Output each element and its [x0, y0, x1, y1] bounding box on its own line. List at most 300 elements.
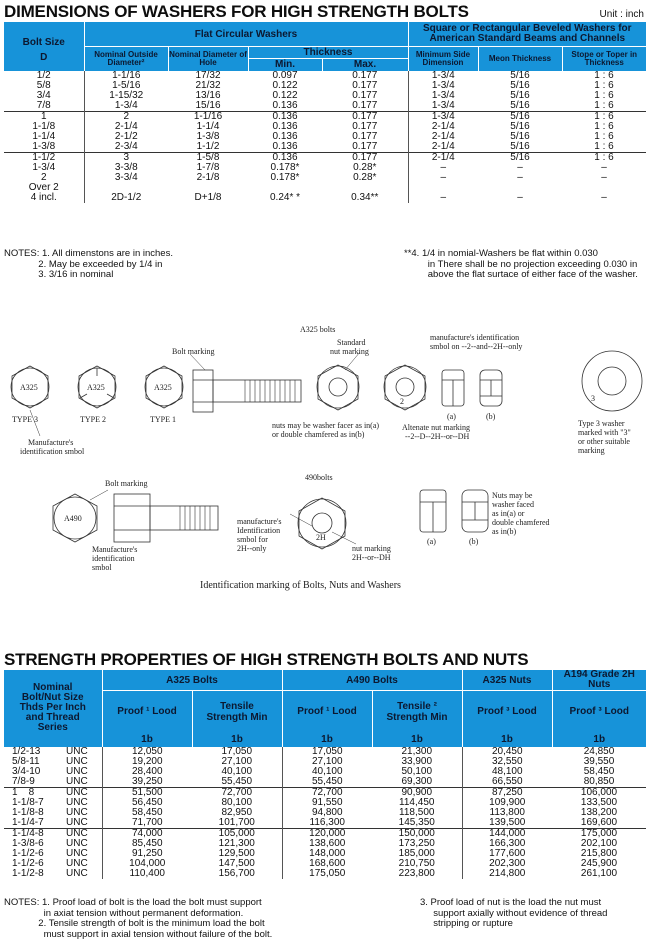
table-cell: 0.24* * — [269, 191, 301, 203]
unit-col-5: 1b — [462, 733, 552, 747]
table-row — [4, 81, 646, 91]
table-row — [4, 869, 646, 879]
table-cell: D+1/8 — [194, 191, 222, 203]
a490-nut-a-label: (a) — [427, 537, 436, 546]
table-cell: 113,800 — [462, 808, 552, 818]
table-cell: 1 : 6 — [594, 140, 614, 152]
nut-marking-label-2: 2H--or--DH — [352, 553, 391, 562]
table-row — [4, 818, 646, 829]
type3-washer-label-3: or other suitable — [578, 437, 630, 446]
a490-tensile-header: Tensile ² Strength Min — [372, 691, 462, 733]
table-cell: 1-3/8 — [196, 130, 220, 142]
table-cell: 1-1/2 — [4, 152, 84, 163]
table-cell: UNC — [66, 745, 88, 757]
table-cell: 72,700 — [192, 787, 282, 798]
table-cell: 5/8-11 — [12, 755, 40, 767]
table-row — [4, 747, 646, 757]
bolt-size-header: Bolt Size — [22, 37, 65, 48]
table-row — [4, 91, 646, 101]
table-cell: 0.122 — [272, 79, 298, 91]
table-cell: 3-3/8 — [84, 163, 168, 173]
a194-proof-header: Proof ³ Lood — [552, 691, 646, 733]
mean-thickness-header: Meon Thickness — [478, 47, 562, 71]
table-cell: UNC — [66, 857, 88, 869]
washers-title: DIMENSIONS OF WASHERS FOR HIGH STRENGTH BOLTS — [4, 2, 469, 21]
nominal-hole-header: Nominal Diameter of Hole — [168, 47, 248, 71]
a490-nut-b-label: (b) — [469, 537, 479, 546]
table-cell: 169,600 — [580, 816, 618, 828]
table-cell: 1 : 6 — [594, 99, 614, 111]
table-cell: 27,100 — [282, 757, 372, 767]
table-cell: 82,950 — [221, 806, 253, 818]
table-cell: 1-1/8-7 — [12, 796, 44, 808]
table-cell: 104,000 — [102, 859, 192, 869]
bolt-marking-label: Bolt marking — [172, 347, 215, 356]
table-cell: 0.177 — [352, 140, 378, 152]
table-cell: 1 : 6 — [594, 89, 614, 101]
table-cell: UNC — [66, 837, 88, 849]
strength-notes-left: NOTES: 1. Proof load of bolt is the load the bolt must support in axiat tension without permanent deformation. 2. Tensile strength of bolt is the minimum load the bolt must support in axial tension without failure of the bolt. — [4, 897, 273, 940]
table-cell: 3 — [84, 152, 168, 163]
table-cell: UNC — [66, 816, 88, 828]
table-cell: 94,800 — [282, 808, 372, 818]
flat-washers-header: Flat Circular Washers — [84, 22, 408, 47]
table-cell: 71,700 — [102, 818, 192, 829]
square-washers-header: Square or Rectangular Beveled Washers for American Standard Beams and Channels — [408, 22, 646, 47]
table-cell: 1/2 — [36, 69, 51, 81]
a490-nut-side-a — [420, 490, 446, 532]
table-cell — [478, 183, 562, 193]
table-cell: – — [408, 163, 478, 173]
table-cell: 2-1/2 — [84, 132, 168, 142]
table-cell: 69,300 — [401, 775, 433, 787]
table-row — [4, 163, 646, 173]
table-cell: 13/16 — [195, 89, 221, 101]
type3-label: TYPE 3 — [12, 415, 38, 424]
table-cell: 118,500 — [399, 806, 435, 818]
thickness-min-header: Min. — [248, 59, 322, 71]
table-cell: 5/16 — [510, 140, 530, 152]
table-cell: UNC — [66, 806, 88, 818]
table-cell: UNC — [66, 775, 88, 787]
manuf-3-label-1: manufacture's — [237, 517, 282, 526]
table-cell: 1-3/4 — [408, 91, 478, 101]
table-cell: UNC — [66, 847, 88, 859]
table-cell: 0.177 — [352, 69, 378, 81]
table-cell: 109,900 — [462, 798, 552, 808]
table-cell: 87,250 — [462, 787, 552, 798]
table-cell: 175,050 — [282, 869, 372, 879]
table-cell: 4 incl. — [30, 191, 57, 203]
table-cell: 40,100 — [221, 765, 253, 777]
table-cell: 1-3/4 — [408, 71, 478, 81]
washer-facer-label-1: nuts may be washer facer as in(a) — [272, 421, 380, 430]
unit-col-2: 1b — [192, 733, 282, 747]
table-row — [4, 767, 646, 777]
manuf-2-label-2: identification — [92, 554, 135, 563]
table-cell: 173,250 — [398, 837, 435, 849]
table-cell: 1-1/2-6 — [12, 847, 44, 859]
table-cell: 80,850 — [583, 775, 615, 787]
table-cell: 55,450 — [221, 775, 253, 787]
a490-proof-header: Proof ¹ Lood — [282, 691, 372, 733]
table-cell: Over 2 — [28, 181, 59, 193]
table-cell: 210,750 — [398, 857, 435, 869]
type1-label: TYPE 1 — [150, 415, 176, 424]
manuf-2-label-1: Manufacture's — [92, 545, 138, 554]
manuf-symbol-label-2: identification smbol — [20, 447, 85, 456]
washer-notes-left: NOTES: 1. All dimenstons are in inches. 2. May be exceeded by 1/4 in 3. 3/16 in nominal — [4, 248, 173, 280]
table-cell: 129,500 — [218, 847, 255, 859]
table-cell: 2-1/4 — [408, 122, 478, 132]
table-cell — [84, 183, 168, 193]
strength-notes-right: 3. Proof load of nut is the load the nut must support axially without evidence of thread stripping or rupture — [420, 897, 608, 929]
table-cell: UNC — [66, 787, 102, 798]
table-cell: 138,600 — [282, 839, 372, 849]
table-cell: 2 — [40, 171, 47, 183]
a490-bolts-header: A490 Bolts — [282, 670, 462, 691]
table-cell: 0.28* — [353, 171, 377, 183]
table-row — [4, 777, 646, 788]
table-cell: 17,050 — [221, 745, 253, 757]
table-cell: – — [408, 173, 478, 183]
table-cell: 0.177 — [322, 111, 408, 122]
table-cell: 74,000 — [102, 828, 192, 839]
a325-nut-proof-header: Proof ³ Lood — [462, 691, 552, 733]
table-cell: 1-1/8 — [32, 120, 56, 132]
table-cell: 2-1/4 — [408, 152, 478, 163]
table-cell: 3/4-10 — [12, 765, 41, 777]
table-cell: 17,050 — [282, 747, 372, 757]
table-cell: 1-1/4 — [196, 120, 220, 132]
nut-mark-2h: 2H — [316, 533, 326, 542]
table-cell: 72,700 — [282, 787, 372, 798]
table-cell: 58,450 — [583, 765, 615, 777]
table-cell: 1 : 6 — [594, 69, 614, 81]
table-cell: – — [408, 193, 478, 203]
table-cell: 139,500 — [462, 818, 552, 829]
nuts-may-label-1: Nuts may be — [492, 491, 533, 500]
table-cell: 21,300 — [401, 745, 433, 757]
table-cell: 51,500 — [102, 787, 192, 798]
bolt-size-sub: D — [40, 52, 48, 63]
table-cell: 40,100 — [282, 767, 372, 777]
standard-nut — [317, 365, 359, 410]
table-row — [4, 193, 646, 203]
table-cell: 33,900 — [401, 755, 433, 767]
table-row — [4, 173, 646, 183]
table-cell: 1-1/16 — [84, 71, 168, 81]
unit-label: Unit : inch — [599, 9, 644, 20]
a325-nuts-header: A325 Nuts — [462, 670, 552, 691]
table-row — [4, 798, 646, 808]
table-cell: 1-1/2-6 — [12, 857, 44, 869]
table-cell: 15/16 — [195, 99, 221, 111]
alt-nut-mark: 2 — [400, 397, 404, 406]
nuts-may-label-3: as in(a) or — [492, 509, 525, 518]
table-cell: 0.178* — [270, 171, 300, 183]
type3-washer-label-2: marked with "3" — [578, 428, 631, 437]
table-cell: 85,450 — [102, 839, 192, 849]
table-cell: – — [517, 171, 523, 183]
table-cell: 2-1/4 — [408, 142, 478, 153]
table-row — [4, 787, 646, 798]
thickness-header: Thickness — [248, 47, 408, 59]
table-cell: – — [601, 171, 607, 183]
nut-side-a — [442, 370, 464, 406]
table-cell: 145,350 — [398, 816, 435, 828]
thickness-max-header: Max. — [322, 59, 408, 71]
table-cell: 2-1/8 — [196, 171, 220, 183]
table-cell — [408, 183, 478, 193]
a325-bolts-header: A325 Bolts — [102, 670, 282, 691]
nut-a-label: (a) — [447, 412, 456, 421]
table-cell: 5/16 — [510, 130, 530, 142]
nominal-size-header: Nominal Bolt/Nut Size Thds Per Inch and Thread Series — [4, 670, 102, 747]
table-cell: 245,900 — [580, 857, 618, 869]
table-cell: 1 : 6 — [594, 79, 614, 91]
nuts-may-label-4: double chamfered — [492, 518, 550, 527]
unit-col-6: 1b — [552, 733, 646, 747]
table-cell: 150,000 — [372, 828, 462, 839]
table-cell: 91,250 — [102, 849, 192, 859]
washer-mark: 3 — [591, 394, 595, 403]
table-cell: 0.177 — [352, 99, 378, 111]
table-row — [4, 828, 646, 839]
nut-side-b — [480, 370, 502, 406]
table-cell: 105,000 — [192, 828, 282, 839]
table-cell: 120,000 — [282, 828, 372, 839]
table-cell: 101,700 — [218, 816, 255, 828]
table-cell: 1-3/4 — [32, 161, 56, 173]
table-cell: 66,550 — [462, 777, 552, 788]
table-cell: 2-1/4 — [84, 122, 168, 132]
nuts-may-label-2: washer faced — [492, 500, 534, 509]
table-cell: 177,600 — [462, 849, 552, 859]
table-cell: 1-3/8-6 — [12, 837, 44, 849]
table-cell: 5/16 — [510, 89, 530, 101]
table-cell: 1-1/4 — [32, 130, 56, 142]
table-cell: 2-3/4 — [84, 142, 168, 153]
table-cell: 1-15/32 — [84, 91, 168, 101]
table-cell: 0.136 — [272, 140, 298, 152]
bolt-marking-2-label: Bolt marking — [105, 479, 148, 488]
table-cell: 2 — [84, 111, 168, 122]
table-cell: 185,000 — [398, 847, 435, 859]
head-a325-type2: A325 — [87, 383, 105, 392]
table-cell: 55,450 — [282, 777, 372, 788]
manuf-ident-label-1: manufacture's identification — [430, 333, 520, 342]
table-row — [4, 142, 646, 153]
table-row — [4, 122, 646, 132]
table-cell: 90,900 — [372, 787, 462, 798]
table-cell: 0.177 — [352, 79, 378, 91]
table-cell: 1 : 6 — [562, 111, 646, 122]
slope-header: Stope or Toper in Thickness — [562, 47, 646, 71]
manuf-2-label-3: smbol — [92, 563, 112, 572]
table-cell: – — [601, 191, 607, 203]
table-cell: 144,000 — [462, 828, 552, 839]
table-cell: 3/4 — [36, 89, 51, 101]
table-cell: 48,100 — [462, 767, 552, 777]
table-cell: 3-3/4 — [84, 173, 168, 183]
table-cell: 20,450 — [462, 747, 552, 757]
table-cell: 1-3/8 — [32, 140, 56, 152]
table-cell: UNC — [66, 828, 102, 839]
table-cell: 24,850 — [583, 745, 615, 757]
type3-washer-label-4: marking — [578, 446, 605, 455]
table-cell: 5/8 — [36, 79, 51, 91]
unit-col-4: 1b — [372, 733, 462, 747]
diagram-caption: Identification marking of Bolts, Nuts and Washers — [200, 580, 401, 591]
a194-header: A194 Grade 2H Nuts — [552, 670, 646, 691]
table-cell: 39,250 — [102, 777, 192, 788]
manuf-3-label-4: 2H--only — [237, 544, 267, 553]
table-cell: 121,300 — [218, 837, 255, 849]
table-cell: 202,100 — [580, 837, 618, 849]
table-row — [4, 183, 646, 193]
table-cell: 21/32 — [195, 79, 221, 91]
table-cell: 1-7/8 — [196, 161, 220, 173]
table-row — [4, 132, 646, 142]
table-row — [4, 152, 646, 163]
table-row — [4, 859, 646, 869]
table-cell: 1-3/4 — [408, 111, 478, 122]
table-cell: UNC — [66, 765, 88, 777]
table-cell: 0.136 — [272, 120, 298, 132]
washer-table — [4, 22, 646, 203]
table-cell: 12,050 — [102, 747, 192, 757]
table-cell: 0.177 — [352, 89, 378, 101]
strength-table — [4, 670, 646, 879]
table-cell: 32,550 — [462, 757, 552, 767]
table-cell: 2D-1/2 — [84, 193, 168, 203]
table-cell — [248, 183, 322, 193]
table-cell: 114,450 — [399, 796, 435, 808]
table-cell: 5/16 — [510, 99, 530, 111]
table-row — [4, 111, 646, 122]
a325-bolts-label: A325 bolts — [300, 325, 336, 334]
table-cell: 1-1/16 — [168, 111, 248, 122]
table-cell: 0.178* — [270, 161, 300, 173]
table-cell — [322, 183, 408, 193]
alt-nut-label-2: --2--D--2H--or--DH — [405, 432, 470, 441]
nut-b-label: (b) — [486, 412, 496, 421]
manuf-3-label-2: Identification — [237, 526, 281, 535]
table-cell: 1 : 6 — [562, 152, 646, 163]
standard-nut-label-2: nut marking — [330, 347, 369, 356]
table-cell: 5/16 — [478, 152, 562, 163]
490-bolts-label: 490bolts — [305, 473, 333, 482]
a490-bolt-side-view — [114, 494, 218, 542]
table-cell: 116,300 — [282, 818, 372, 829]
table-cell: 0.136 — [248, 152, 322, 163]
table-cell: 166,300 — [462, 839, 552, 849]
table-cell: 215,800 — [580, 847, 618, 859]
manuf-ident-label-2: smbol on --2--and--2H--only — [430, 342, 523, 351]
table-cell: 106,000 — [552, 787, 646, 798]
table-cell: 156,700 — [218, 867, 255, 879]
table-cell: 7/8-9 — [12, 775, 35, 787]
table-cell: 80,100 — [221, 796, 253, 808]
table-cell: 1-5/8 — [168, 152, 248, 163]
table-cell: 1 : 6 — [594, 130, 614, 142]
table-cell: 5/16 — [478, 111, 562, 122]
table-cell: 17/32 — [195, 69, 221, 81]
washer-facer-label-2: or double chamfered as in(b) — [272, 430, 365, 439]
table-cell: 2-1/4 — [408, 132, 478, 142]
table-cell: 0.097 — [272, 69, 298, 81]
table-cell: 39,550 — [583, 755, 615, 767]
table-cell: 0.136 — [272, 130, 298, 142]
table-cell: 1-1/2 — [196, 140, 220, 152]
type3-washer-label-1: Type 3 washer — [578, 419, 625, 428]
manuf-3-label-3: smbol for — [237, 535, 268, 544]
table-cell: 0.136 — [272, 99, 298, 111]
table-cell: 1-1/4-7 — [12, 816, 44, 828]
table-cell: 0.122 — [272, 89, 298, 101]
nut-marking-label-1: nut marking — [352, 544, 391, 553]
table-row — [4, 839, 646, 849]
table-cell: 148,000 — [282, 849, 372, 859]
table-cell — [562, 183, 646, 193]
table-cell: 7/8 — [36, 99, 51, 111]
nominal-od-header: Nominal Outside Diameter² — [84, 47, 168, 71]
alt-nut-label-1: Altenate nut marking — [402, 423, 470, 432]
table-cell: – — [601, 161, 607, 173]
head-a490: A490 — [64, 514, 82, 523]
table-cell: 0.177 — [322, 152, 408, 163]
table-cell: 28,400 — [102, 767, 192, 777]
table-cell: 56,450 — [102, 798, 192, 808]
table-cell: 0.28* — [353, 161, 377, 173]
table-cell: 1-1/2-8 — [12, 867, 44, 879]
table-cell: 147,500 — [218, 857, 255, 869]
table-cell: 5/16 — [510, 120, 530, 132]
table-cell: 1-3/4 — [84, 101, 168, 112]
table-cell: 168,600 — [282, 859, 372, 869]
table-cell: 1-3/4 — [408, 81, 478, 91]
table-cell: 175,000 — [552, 828, 646, 839]
washer-notes-right: **4. 1/4 in nomial-Washers be flat within 0.030 in There shall be no projection exceeding 0.030 in above the flat surtace of either face of the washer. — [404, 248, 638, 280]
table-cell: 0.136 — [248, 111, 322, 122]
table-cell: 91,550 — [282, 798, 372, 808]
table-cell: 1-5/16 — [84, 81, 168, 91]
identification-diagram — [0, 318, 650, 608]
manuf-symbol-label-1: Manufacture's — [28, 438, 74, 447]
a325-bolt-side-view — [193, 370, 301, 412]
nuts-may-label-5: as in(b) — [492, 527, 517, 536]
table-cell: 50,100 — [401, 765, 433, 777]
table-row — [4, 71, 646, 81]
table-cell: UNC — [66, 867, 88, 879]
table-cell: 58,450 — [102, 808, 192, 818]
unit-col-3: 1b — [282, 733, 372, 747]
table-cell: UNC — [66, 796, 88, 808]
table-cell: 1-3/4 — [408, 101, 478, 112]
table-row — [4, 808, 646, 818]
table-row — [4, 101, 646, 112]
table-cell: 223,800 — [398, 867, 435, 879]
table-cell: 1-1/4-8 — [4, 828, 66, 839]
table-cell: 202,300 — [462, 859, 552, 869]
table-cell — [168, 183, 248, 193]
table-cell: 0.34** — [351, 191, 379, 203]
table-cell: 27,100 — [221, 755, 253, 767]
table-cell: – — [517, 161, 523, 173]
a490-nut-side-b — [462, 490, 488, 532]
a325-tensile-header: Tensile Strength Min — [192, 691, 282, 733]
